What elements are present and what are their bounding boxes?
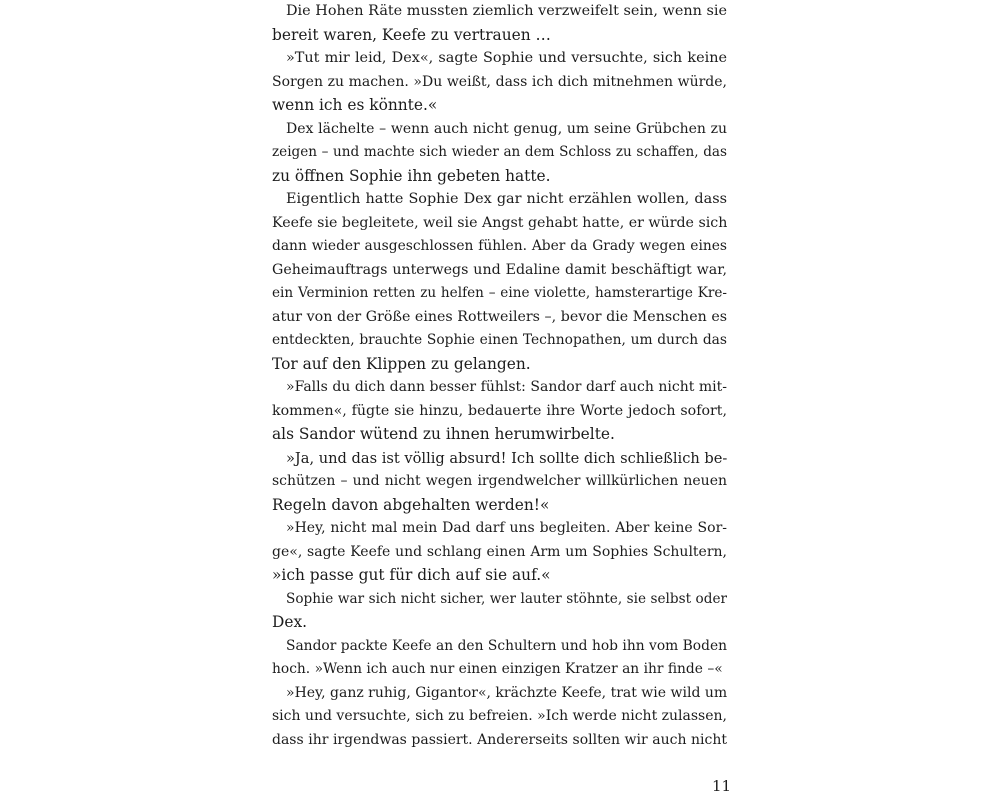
text-line: zeigen – und machte sich wieder an dem Schloss zu schaffen, das — [272, 144, 727, 160]
text-line: Sorgen zu machen. »Du weißt, dass ich dich mitnehmen würde, — [272, 73, 727, 90]
text-line: kommen«, fügte sie hinzu, bedauerte ihre Worte jedoch sofort, — [272, 402, 727, 419]
text-line: wenn ich es könnte.« — [272, 96, 438, 114]
text-line: Tor auf den Klippen zu gelangen. — [272, 354, 531, 373]
text-line: Sandor packte Keefe an den Schultern und hob ihn vom Boden — [286, 637, 727, 654]
text-line: dann wieder ausgeschlossen fühlen. Aber da Grady wegen eines — [272, 238, 727, 254]
text-line: »Hey, nicht mal mein Dad darf uns begleiten. Aber keine Sor- — [286, 520, 727, 536]
text-line: ein Verminion retten zu helfen – eine violette, hamsterartige Kre- — [272, 285, 727, 301]
text-line: »Falls du dich dann besser fühlst: Sandor darf auch nicht mit- — [286, 379, 727, 395]
text-line: »Hey, ganz ruhig, Gigantor«, krächzte Keefe, trat wie wild um — [286, 684, 727, 701]
text-line: Keefe sie begleitete, weil sie Angst gehabt hatte, er würde sich — [272, 214, 727, 231]
text-line: Dex lächelte – wenn auch nicht genug, um seine Grübchen zu — [286, 120, 727, 137]
text-line: sich und versuchte, sich zu befreien. »Ich werde nicht zulassen, — [272, 708, 727, 724]
text-line: Die Hohen Räte mussten ziemlich verzweifelt sein, wenn sie — [286, 3, 727, 19]
text-line: Eigentlich hatte Sophie Dex gar nicht erzählen wollen, dass — [286, 191, 727, 207]
text-line: als Sandor wütend zu ihnen herumwirbelte. — [272, 425, 615, 443]
text-line: bereit waren, Keefe zu vertrauen … — [272, 25, 551, 44]
text-line: Sophie war sich nicht sicher, wer lauter stöhnte, sie selbst oder — [286, 590, 727, 607]
text-line: Dex. — [272, 613, 308, 631]
text-line: »Ja, und das ist völlig absurd! Ich sollte dich schließlich be- — [286, 449, 727, 467]
text-line: zu öffnen Sophie ihn gebeten hatte. — [272, 166, 551, 185]
page-number: 11 — [712, 777, 732, 795]
text-line: Regeln davon abgehalten werden!« — [272, 495, 550, 514]
text-line: »Tut mir leid, Dex«, sagte Sophie und versuchte, sich keine — [286, 50, 727, 66]
text-line: dass ihr irgendwas passiert. Andererseits sollten wir auch nicht — [272, 731, 727, 748]
text-line: hoch. »Wenn ich auch nur einen einzigen Kratzer an ihr finde –« — [272, 661, 723, 677]
text-line: Geheimauftrags unterwegs und Edaline damit beschäftigt war, — [272, 261, 727, 278]
text-line: atur von der Größe eines Rottweilers –, bevor die Menschen es — [272, 308, 727, 325]
body-text — [272, 0, 727, 752]
text-line: ge«, sagte Keefe und schlang einen Arm um Sophies Schultern, — [272, 543, 727, 560]
text-line: schützen – und nicht wegen irgendwelcher willkürlichen neuen — [272, 473, 727, 489]
text-line: »ich passe gut für dich auf sie auf.« — [272, 566, 551, 584]
text-line: entdeckten, brauchte Sophie einen Technopathen, um durch das — [272, 332, 727, 348]
